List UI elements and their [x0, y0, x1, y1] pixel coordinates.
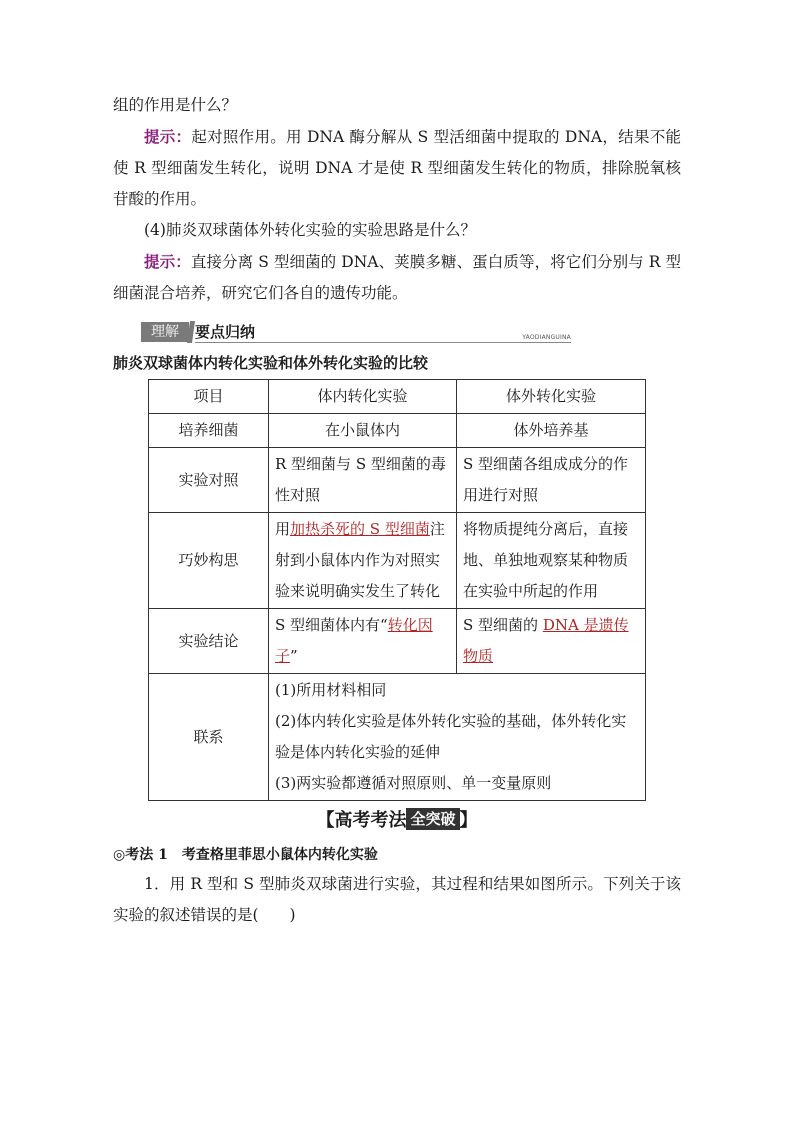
section-title: 要点归纳 — [195, 323, 256, 341]
table-header-row — [149, 380, 646, 414]
banner-left: 【高考考法 — [316, 810, 407, 831]
link-item: (1)所用材料相同 — [275, 681, 387, 699]
banner-box-text: 全突破 — [410, 810, 456, 828]
header-cell: 体内转化实验 — [269, 380, 457, 414]
cell-text: ” — [290, 647, 298, 665]
row-label: 联系 — [149, 674, 269, 801]
cell-in-vivo — [269, 513, 457, 609]
table-row — [149, 448, 646, 513]
cell-link — [269, 674, 646, 801]
row-label: 实验对照 — [149, 448, 269, 513]
cell-text: S 型细菌体内有“ — [275, 616, 388, 634]
cell-in-vitro — [457, 609, 646, 674]
table-row — [149, 674, 646, 801]
cell-in-vitro: S 型细菌各组成成分的作用进行对照 — [457, 448, 646, 513]
page-content — [113, 90, 681, 931]
table-row — [149, 609, 646, 674]
hint-text: 起对照作用。用 DNA 酶分解从 S 型活细菌中提取的 DNA，结果不能使 R 型细菌发生转化，说明 DNA 才是使 R 型细菌发生转化的物质，排除脱氧核苷酸的作用。 — [113, 128, 681, 208]
hint-label: 提示： — [144, 252, 191, 271]
row-label: 巧妙构思 — [149, 513, 269, 609]
cell-in-vivo — [269, 609, 457, 674]
banner-right: 】 — [459, 810, 478, 831]
section-tag: 理解 — [141, 322, 189, 342]
question-1: 1．用 R 型和 S 型肺炎双球菌进行实验，其过程和结果如图所示。下列关于该实验的叙述错误的是( ) — [113, 875, 681, 924]
highlight-text: 加热杀死的 S 型细菌 — [290, 520, 430, 538]
table-row — [149, 414, 646, 448]
banner-box-sub: QUANTUPO — [420, 830, 446, 835]
hint-paragraph-1 — [113, 121, 681, 215]
intro-line: 组的作用是什么？ — [113, 96, 238, 114]
highlight-text: 转化因子 — [275, 616, 433, 665]
cell-text: S 型细菌的 — [463, 616, 543, 634]
row-label: 实验结论 — [149, 609, 269, 674]
header-cell: 体外转化实验 — [457, 380, 646, 414]
link-item: (2)体内转化实验是体外转化实验的基础，体外转化实验是体内转化实验的延伸 — [275, 712, 627, 761]
method-heading: ◎考法 1 考查格里菲思小鼠体内转化实验 — [113, 847, 378, 863]
cell-in-vitro: 将物质提纯分离后，直接地、单独地观察某种物质在实验中所起的作用 — [457, 513, 646, 609]
hint-text: 直接分离 S 型细菌的 DNA、荚膜多糖、蛋白质等，将它们分别与 R 型细菌混合培养，研究它们各自的遗传功能。 — [113, 253, 681, 302]
hint-label: 提示： — [144, 127, 192, 146]
cell-text: 用 — [275, 520, 291, 538]
section-header — [113, 321, 681, 343]
section-pinyin: YAODIANGUINA — [522, 334, 571, 341]
question-4: (4)肺炎双球菌体外转化实验的实验思路是什么？ — [144, 221, 476, 239]
comparison-table — [148, 379, 646, 801]
header-cell: 项目 — [149, 380, 269, 414]
row-label: 培养细菌 — [149, 414, 269, 448]
cell-in-vitro: 体外培养基 — [457, 414, 646, 448]
slash-divider-icon — [187, 321, 195, 343]
link-item: (3)两实验都遵循对照原则、单一变量原则 — [275, 774, 552, 792]
cell-in-vivo: R 型细菌与 S 型细菌的毒性对照 — [269, 448, 457, 513]
highlight-text: DNA 是遗传物质 — [463, 616, 629, 665]
cell-in-vivo: 在小鼠体内 — [269, 414, 457, 448]
banner-box — [406, 808, 459, 835]
exam-banner — [113, 808, 681, 836]
banner-title — [316, 808, 477, 834]
table-caption: 肺炎双球菌体内转化实验和体外转化实验的比较 — [113, 354, 429, 372]
section-underline — [195, 342, 571, 343]
hint-paragraph-2 — [113, 246, 681, 309]
cell-text: 注射到小鼠体内作为对照实验来说明确实发生了转化 — [275, 520, 445, 600]
table-row — [149, 513, 646, 609]
